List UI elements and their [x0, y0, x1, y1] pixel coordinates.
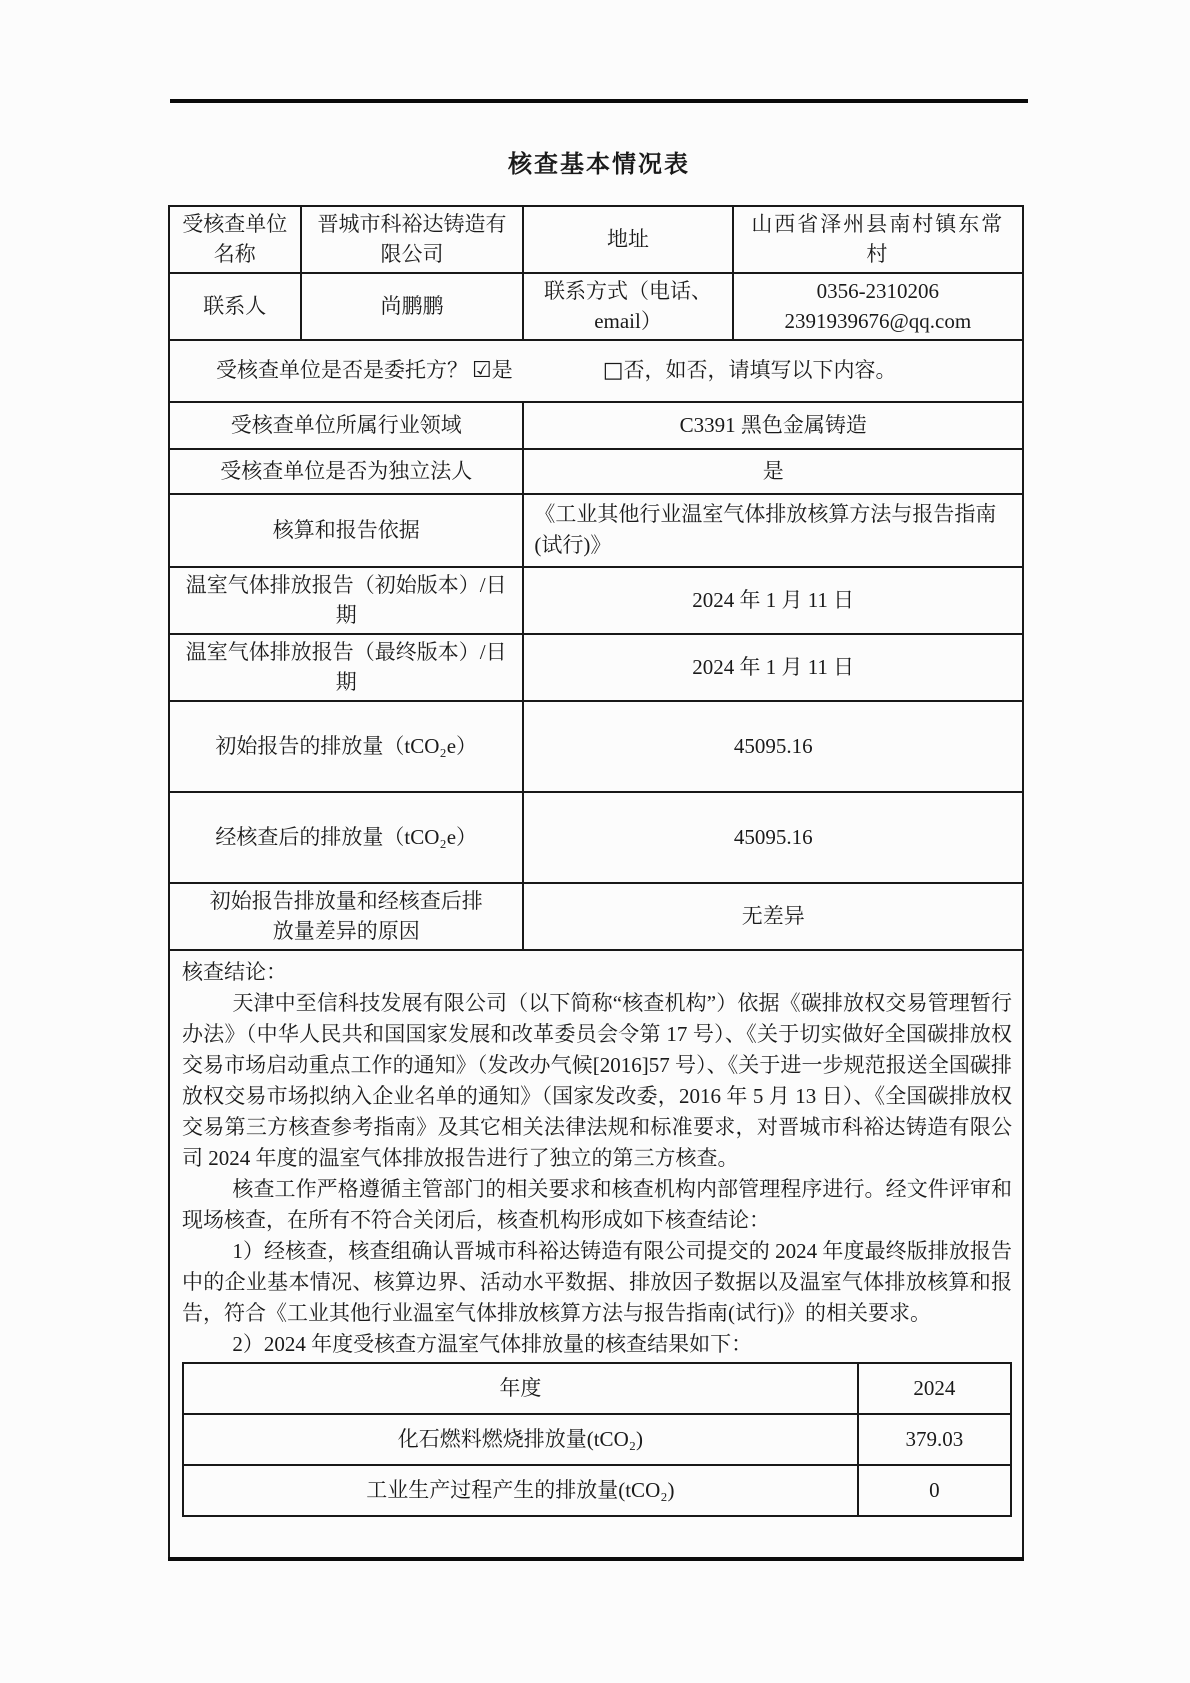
header-rule	[170, 99, 1028, 103]
result-value-cell: 379.03	[858, 1414, 1011, 1465]
delegate-question-text: 受核查单位是否是委托方？	[216, 357, 468, 382]
row-final-report-date	[169, 634, 1023, 701]
address-label-cell: 地址	[523, 206, 732, 273]
row-basis	[169, 494, 1023, 567]
conclusion-paragraph: 天津中至信科技发展有限公司（以下简称“核查机构”）依据《碳排放权交易管理暂行办法》（中华人民共和国国家发展和改革委员会令第 17 号）、《关于切实做好全国碳排放权交易市场启动重点工作的通知》（发改办气候[2016]57 号）、《关于进一步规范报送全国碳排放权交易市场拟纳入企业名单的通知》（国家发改委，2016 年 5 月 13 日）、《全国碳排放权交易第三方核查参考指南》及其它相关法律法规和标准要求，对晋城市科裕达铸造有限公司 2024 年度的温室气体排放报告进行了独立的第三方核查。	[182, 990, 1012, 1170]
field-value-cell: 2024 年 1 月 11 日	[523, 567, 1023, 634]
delegate-question-cell	[169, 340, 1023, 402]
unit-name-value-cell: 晋城市科裕达铸造有限公司	[301, 206, 524, 273]
field-label-cell: 温室气体排放报告（初始版本）/日期	[169, 567, 523, 634]
row-initial-report-date	[169, 567, 1023, 634]
field-value-cell: 45095.16	[523, 701, 1023, 792]
field-label-cell: 初始报告排放量和经核查后排放量差异的原因	[169, 883, 523, 950]
field-label-cell: 初始报告的排放量（tCO₂e）	[169, 701, 523, 792]
unchecked-checkbox-icon: □	[602, 357, 624, 383]
unit-name-label-cell: 受核查单位名称	[169, 206, 301, 273]
checkbox-yes-label: 是	[491, 357, 513, 382]
page-title: 核查基本情况表	[508, 152, 690, 178]
conclusion-paragraph: 1）经核查，核查组确认晋城市科裕达铸造有限公司提交的 2024 年度最终版排放报告中的企业基本情况、核算边界、活动水平数据、排放因子数据以及温室气体排放核算和报告，符合《工业其他行业温室气体排放核算方法与报告指南(试行)》的相关要求。	[182, 1238, 1012, 1325]
conclusion-paragraph: 2）2024 年度受核查方温室气体排放量的核查结果如下：	[232, 1331, 753, 1356]
field-value-cell: 《工业其他行业温室气体排放核算方法与报告指南(试行)》	[523, 494, 1023, 567]
result-label-cell: 年度	[183, 1363, 858, 1414]
row-initial-emission	[169, 701, 1023, 792]
result-row-fossil-fuel	[183, 1414, 1011, 1465]
field-label-cell: 受核查单位是否为独立法人	[169, 449, 523, 494]
row-delegate-question	[169, 340, 1023, 402]
result-value-cell: 2024	[858, 1363, 1011, 1414]
result-value-cell: 0	[858, 1465, 1011, 1516]
conclusion-cell	[169, 950, 1023, 1559]
row-verified-emission	[169, 792, 1023, 883]
conclusion-heading: 核查结论：	[182, 959, 287, 984]
conclusion-paragraph: 核查工作严格遵循主管部门的相关要求和核查机构内部管理程序进行。经文件评审和现场核查，在所有不符合关闭后，核查机构形成如下核查结论：	[182, 1176, 1012, 1232]
result-table	[182, 1362, 1012, 1517]
field-label-cell: 温室气体排放报告（最终版本）/日期	[169, 634, 523, 701]
checked-checkbox-icon: ☑	[472, 357, 492, 383]
row-unit-name-address	[169, 206, 1023, 273]
phone-text: 0356-2310206	[816, 278, 940, 303]
field-label-cell: 经核查后的排放量（tCO₂e）	[169, 792, 523, 883]
result-label-cell: 工业生产过程产生的排放量(tCO₂)	[183, 1465, 858, 1516]
row-industry	[169, 402, 1023, 449]
info-table	[168, 205, 1024, 1561]
conclusion-content	[182, 957, 1012, 1557]
result-label-cell: 化石燃料燃烧排放量(tCO₂)	[183, 1414, 858, 1465]
address-value-cell: 山西省泽州县南村镇东常村	[733, 206, 1023, 273]
contact-label-cell: 联系人	[169, 273, 301, 340]
row-conclusion	[169, 950, 1023, 1559]
contact-method-label-cell: 联系方式（电话、email）	[523, 273, 732, 340]
field-value-cell: 无差异	[523, 883, 1023, 950]
row-difference-reason	[169, 883, 1023, 950]
field-value-cell: 是	[523, 449, 1023, 494]
field-label-cell: 核算和报告依据	[169, 494, 523, 567]
field-value-cell: 2024 年 1 月 11 日	[523, 634, 1023, 701]
result-row-industrial-process	[183, 1465, 1011, 1516]
contact-detail-cell	[733, 273, 1023, 340]
field-value-cell: C3391 黑色金属铸造	[523, 402, 1023, 449]
field-value-cell: 45095.16	[523, 792, 1023, 883]
field-label-cell: 受核查单位所属行业领域	[169, 402, 523, 449]
row-contact	[169, 273, 1023, 340]
row-legal-person	[169, 449, 1023, 494]
result-row-year	[183, 1363, 1011, 1414]
contact-name-cell: 尚鹏鹏	[301, 273, 524, 340]
email-text: 2391939676@qq.com	[784, 309, 972, 334]
checkbox-no-label: 否，如否，请填写以下内容。	[623, 357, 897, 382]
